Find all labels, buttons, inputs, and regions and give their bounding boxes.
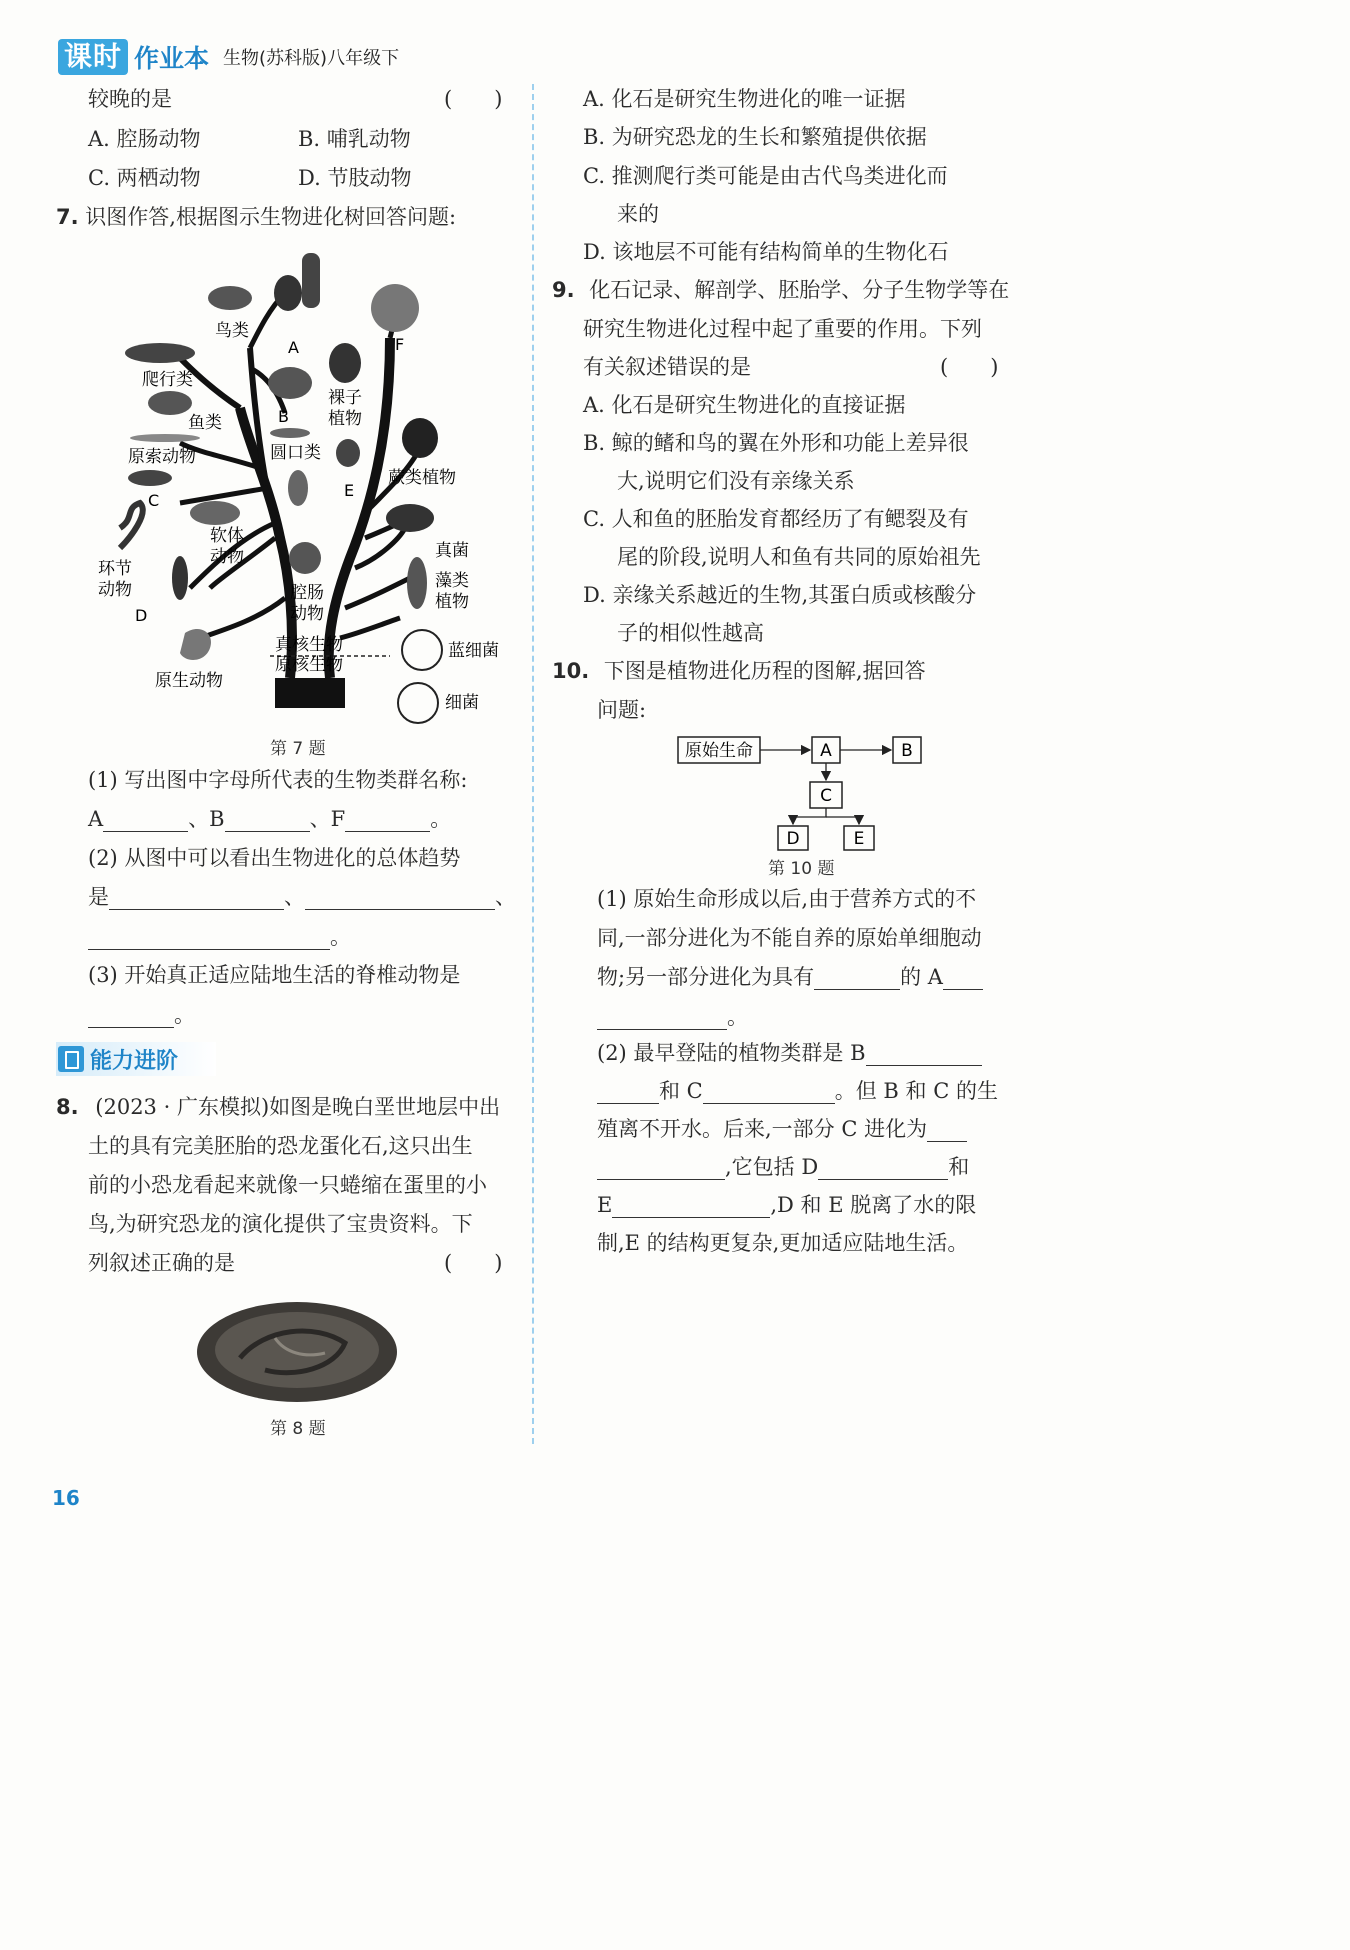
label-prokaryote: 原核生物 (275, 655, 343, 675)
q7-stem (56, 204, 456, 230)
q10-line-2: 问题: (597, 698, 647, 722)
q7-sub1-blanks: A 、B 、F 。 (88, 807, 452, 831)
label-f: F (395, 335, 405, 354)
evolution-tree-figure (90, 238, 510, 728)
label-fern: 蕨类植物 (388, 468, 456, 488)
cyanobacteria-icon (402, 630, 442, 670)
q10-caption: 第 10 题 (768, 859, 835, 879)
q9-option-d: D. 亲缘关系越近的生物,其蛋白质或核酸分 (583, 583, 977, 607)
annelid-icon (120, 503, 143, 548)
book-subject: 生物(苏科版)八年级下 (223, 48, 400, 69)
edit-icon (58, 1046, 84, 1072)
brand-name: 作业本 (134, 44, 210, 73)
q6-option-a: A. 腔肠动物 (88, 127, 201, 151)
arrow-c-d (793, 808, 826, 824)
section-title: 能力进阶 (90, 1048, 179, 1074)
q7-number: 7. (56, 205, 79, 229)
label-gymnosperm-1: 裸子 (328, 388, 362, 408)
mushroom-icon (386, 504, 434, 532)
label-b: B (278, 407, 289, 426)
q6-answer-paren: ( ) (444, 87, 503, 111)
fern-icon (402, 418, 438, 458)
q7-sub2-blanks: 是 、 、 (88, 885, 516, 909)
label-e: E (344, 481, 355, 500)
q8-option-c: C. 推测爬行类可能是由古代鸟类进化而 (583, 164, 948, 188)
label-cnidarian-2: 动物 (290, 604, 324, 624)
q10-line-1: 10. 下图是植物进化历程的图解,据回答 (552, 659, 926, 683)
page-number: 16 (52, 1486, 80, 1510)
dinosaur-egg-fossil-image (195, 1298, 400, 1406)
plant-evolution-diagram (676, 734, 936, 854)
label-gymnosperm-2: 植物 (328, 409, 362, 429)
cnidarian-icon (289, 542, 321, 574)
q6-tail: 较晚的是 (88, 87, 172, 111)
chordate-icon (130, 434, 200, 442)
q10-sub1-line-3: 物;另一部分进化为具有 的 A (597, 964, 983, 990)
header-brand (58, 38, 399, 76)
label-cyanobacteria: 蓝细菌 (448, 641, 499, 661)
q7-sub3: (3) 开始真正适应陆地生活的脊椎动物是 (88, 963, 461, 987)
mollusc-icon (190, 501, 240, 525)
q8-caption: 第 8 题 (270, 1419, 326, 1439)
q8-option-d: D. 该地层不可能有结构简单的生物化石 (583, 240, 949, 264)
arrow-c-e (826, 817, 859, 824)
q9-answer-paren: ( ) (940, 355, 999, 379)
q10-sub2-line-6: 制,E 的结构更复杂,更加适应陆地生活。 (597, 1231, 969, 1255)
q10-sub2-line-4: ,它包括 D 和 (597, 1154, 969, 1180)
column-divider (532, 84, 534, 1444)
q6-option-b: B. 哺乳动物 (298, 127, 411, 151)
node-b-label: B (901, 741, 913, 761)
label-cyclostome: 圆口类 (270, 443, 321, 463)
panda-icon (274, 275, 302, 311)
q7-sub2: (2) 从图中可以看出生物进化的总体趋势 (88, 846, 461, 870)
q9-option-c: C. 人和鱼的胚胎发育都经历了有鳃裂及有 (583, 507, 969, 531)
label-annelid-2: 动物 (98, 580, 132, 600)
label-bird: 鸟类 (215, 321, 249, 341)
q8-line-4: 鸟,为研究恐龙的演化提供了宝贵资料。下 (88, 1212, 473, 1236)
human-icon (302, 253, 320, 308)
q9-line-3: 有关叙述错误的是 (583, 355, 751, 379)
label-d: D (135, 606, 148, 625)
q8-number: 8. (56, 1095, 79, 1119)
q7-sub2-blank-2: 。 (88, 924, 351, 950)
amphibian-icon (268, 367, 312, 399)
insect-icon (128, 470, 172, 486)
label-mollusc-2: 动物 (210, 547, 244, 567)
label-c: C (148, 491, 160, 510)
q9-line-2: 研究生物进化过程中起了重要的作用。下列 (583, 317, 982, 341)
q8-option-c-cont: 来的 (617, 202, 659, 226)
q9-option-d-cont: 子的相似性越高 (617, 621, 764, 645)
q10-sub1-line-1: (1) 原始生命形成以后,由于营养方式的不 (597, 887, 977, 911)
node-a-label: A (820, 741, 832, 761)
label-protozoa: 原生动物 (155, 671, 223, 691)
q8-line-2: 土的具有完美胚胎的恐龙蛋化石,这只出生 (88, 1134, 473, 1158)
node-origin-label: 原始生命 (685, 741, 753, 761)
e-plant-icon (288, 470, 308, 506)
moss-icon (336, 439, 360, 467)
q8-line-3: 前的小恐龙看起来就像一只蜷缩在蛋里的小 (88, 1173, 487, 1197)
q8-option-b: B. 为研究恐龙的生长和繁殖提供依据 (583, 125, 927, 149)
q8-answer-paren: ( ) (444, 1251, 503, 1275)
protozoa-icon (180, 629, 211, 660)
label-a: A (288, 338, 299, 357)
node-d-label: D (786, 829, 800, 849)
leech-icon (172, 556, 188, 600)
gymnosperm-icon (329, 343, 361, 383)
fish-icon (148, 391, 192, 415)
q6-option-d: D. 节肢动物 (298, 166, 412, 190)
q9-option-a: A. 化石是研究生物进化的直接证据 (583, 393, 906, 417)
tree-base (275, 678, 345, 708)
q10-sub2-line-2: 和 C 。但 B 和 C 的生 (597, 1078, 998, 1104)
label-fish: 鱼类 (188, 413, 222, 433)
q7-sub3-blank: 。 (88, 1002, 195, 1028)
label-chordate: 原索动物 (128, 447, 196, 467)
bacteria-icon (398, 683, 438, 723)
label-eukaryote: 真核生物 (275, 635, 343, 655)
lamprey-icon (270, 428, 310, 438)
label-reptile: 爬行类 (142, 370, 193, 390)
q10-number: 10. (552, 659, 590, 683)
section-header (56, 1042, 216, 1076)
q9-line-1: 9. 化石记录、解剖学、胚胎学、分子生物学等在 (552, 278, 1010, 302)
q9-option-b-cont: 大,说明它们没有亲缘关系 (617, 469, 855, 493)
q10-sub2-line-5: E ,D 和 E 脱离了水的限 (597, 1193, 977, 1217)
q9-number: 9. (552, 278, 575, 302)
label-mollusc-1: 软体 (210, 526, 244, 546)
label-algae-2: 植物 (435, 592, 469, 612)
brand-logo: 课时 (58, 39, 128, 75)
q9-option-c-cont: 尾的阶段,说明人和鱼有共同的原始祖先 (617, 545, 981, 569)
q10-sub1-line-4: 。 (597, 1004, 748, 1030)
q10-sub1-line-2: 同,一部分进化为不能自养的原始单细胞动 (597, 926, 982, 950)
label-fungi: 真菌 (435, 541, 469, 561)
q8-line-5: 列叙述正确的是 (88, 1251, 235, 1275)
q9-option-b: B. 鲸的鳍和鸟的翼在外形和功能上差异很 (583, 431, 969, 455)
q7-caption: 第 7 题 (270, 739, 326, 759)
q10-sub2-line-3: 殖离不开水。后来,一部分 C 进化为 (597, 1116, 967, 1142)
label-bacteria: 细菌 (445, 693, 479, 713)
node-c-label: C (820, 786, 832, 806)
q7-text: 识图作答,根据图示生物进化树回答问题: (85, 205, 457, 229)
q7-sub1: (1) 写出图中字母所代表的生物类群名称: (88, 768, 468, 792)
label-algae-1: 藻类 (435, 571, 469, 591)
node-e-label: E (853, 829, 865, 849)
q8-line-1: 8. (2023 · 广东模拟)如图是晚白垩世地层中出 (56, 1095, 501, 1119)
q8-option-a: A. 化石是研究生物进化的唯一证据 (583, 87, 906, 111)
algae-icon (407, 557, 427, 609)
flower-icon (371, 284, 419, 332)
q6-option-c: C. 两栖动物 (88, 166, 201, 190)
bird-icon (208, 286, 252, 310)
q10-sub2-line-1: (2) 最早登陆的植物类群是 B (597, 1040, 982, 1066)
label-annelid-1: 环节 (98, 559, 132, 579)
reptile-icon (125, 343, 195, 363)
label-cnidarian-1: 腔肠 (290, 583, 324, 603)
